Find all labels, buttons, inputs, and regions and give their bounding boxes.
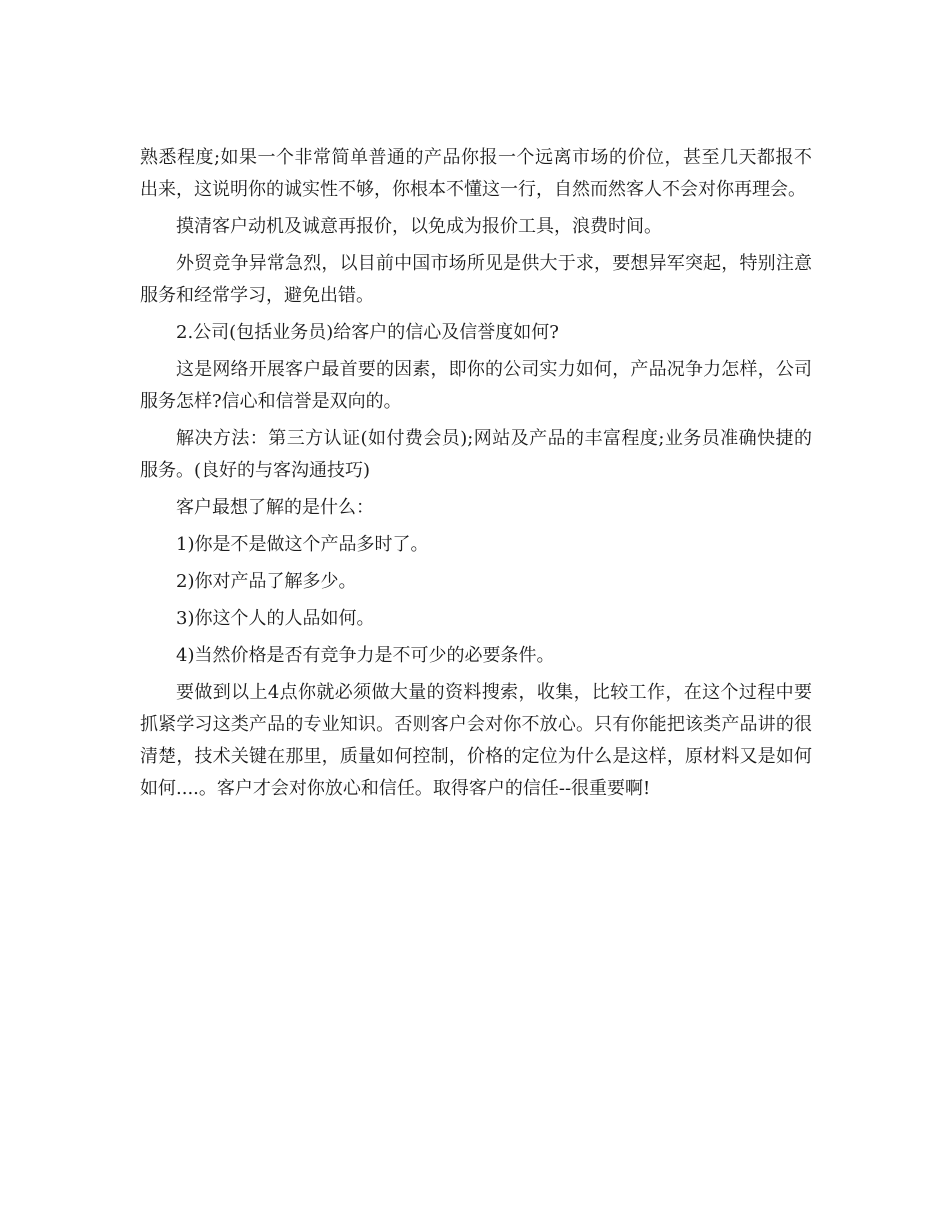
paragraph-key-factor: 这是网络开展客户最首要的因素，即你的公司实力如何，产品况争力怎样，公司服务怎样?信心和信誉是双向的。 [140,359,812,412]
paragraph-solution: 解决方法：第三方认证(如付费会员);网站及产品的丰富程度;业务员准确快捷的服务。(良好的与客沟通技巧) [140,428,812,481]
list-item-4: 4)当然价格是否有竞争力是不可少的必要条件。 [176,645,555,666]
paragraph-customer-motive: 摸清客户动机及诚意再报价，以免成为报价工具，浪费时间。 [176,216,662,237]
list-item-1: 1)你是不是做这个产品多时了。 [176,534,429,555]
paragraph-competition: 外贸竞争异常急烈，以目前中国市场所见是供大于求，要想异军突起，特别注意服务和经常学习，避免出错。 [140,253,812,306]
list-item-2: 2)你对产品了解多少。 [176,571,357,592]
section-heading-confidence: 2.公司(包括业务员)给客户的信心及信誉度如何? [176,322,559,343]
document-body [140,142,812,810]
paragraph-conclusion: 要做到以上4点你就必须做大量的资料搜索，收集，比较工作，在这个过程中要抓紧学习这类产品的专业知识。否则客户会对你不放心。只有你能把该类产品讲的很清楚，技术关键在那里，质量如何控制，价格的定位为什么是这样，原材料又是如何如何....。客户才会对你放心和信任。取得客户的信任--很重要啊! [140,682,812,799]
paragraph-familiarity: 熟悉程度;如果一个非常简单普通的产品你报一个远离市场的价位，甚至几天都报不出来，这说明你的诚实性不够，你根本不懂这一行，自然而然客人不会对你再理会。 [140,147,812,200]
list-item-3: 3)你这个人的人品如何。 [176,608,375,629]
paragraph-customer-wants: 客户最想了解的是什么： [176,497,374,518]
